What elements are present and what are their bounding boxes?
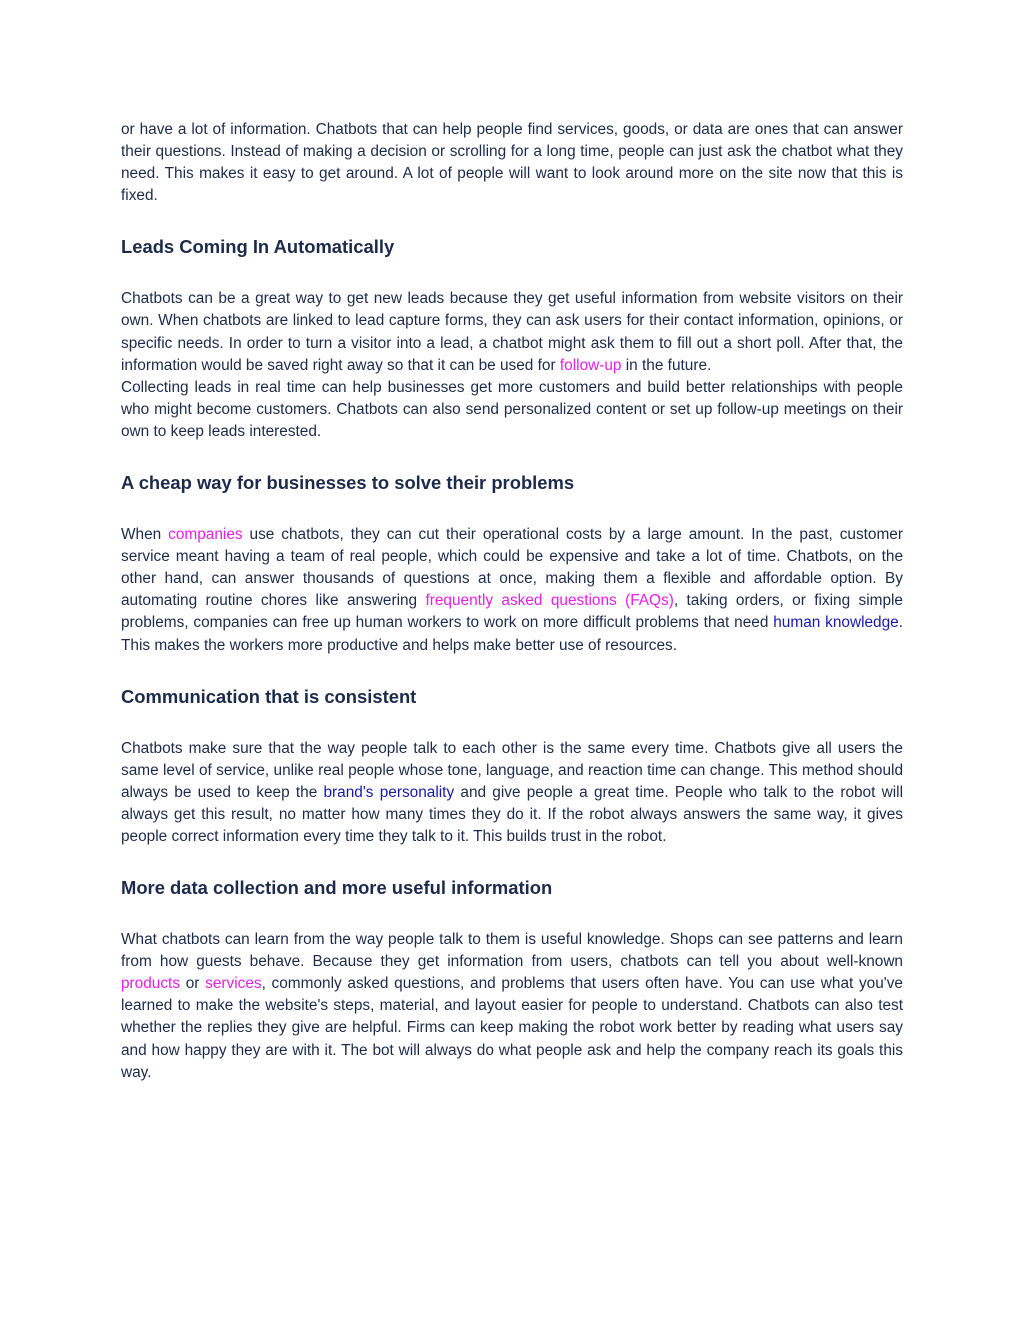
intro-paragraph: or have a lot of information. Chatbots that can help people find services, goods, or data are ones that can answer their questions. Instead of making a decision or scrolling for a long time, people can just ask the chatbot what they need. This makes it easy to get around. A lot of people will want to look around more on the site now that this is fixed. — [121, 121, 903, 205]
leads-paragraph-1 — [121, 288, 903, 376]
link-follow-up[interactable]: follow-up — [559, 356, 622, 374]
heading-cheap-way: A cheap way for businesses to solve their problems — [121, 472, 575, 494]
leads-text-a: Chatbots can be a great way to get new leads because they get useful information from website visitors on their own. When chatbots are linked to lead capture forms, they can ask users for their contact information, opinions, or specific needs. In order to turn a visitor into a lead, a chatbot might ask them to fill out a short poll. After that, the information would be saved right away so that it can be used for — [121, 290, 903, 374]
link-faqs[interactable]: frequently asked questions (FAQs) — [425, 592, 674, 610]
cheap-text-c: , taking orders, or fixing simple problems, companies can free up human workers to work on more difficult problems that need — [121, 592, 903, 632]
heading-consistent: Communication that is consistent — [121, 685, 417, 707]
data-text-c: , commonly asked questions, and problems that users often have. You can use what you've learned to make the website's steps, material, and layout easier for people to understand. Chatbots can also test whether the replies they give are helpful. Firms can keep making the robot work better by reading what users say and how happy they are with it. The bot will always do what people ask and help the company reach its goals this way. — [121, 975, 903, 1081]
data-collection-paragraph — [121, 929, 903, 1084]
leads-text-b: in the future. — [621, 356, 712, 374]
document-page — [121, 119, 903, 1084]
data-text-a: What chatbots can learn from the way people talk to them is useful knowledge. Shops can see patterns and learn from how guests behave. Because they get information from users, chatbots can tell you about well-known — [121, 931, 903, 971]
link-companies[interactable]: companies — [168, 526, 243, 544]
leads-paragraph-2: Collecting leads in real time can help businesses get more customers and build better relationships with people who might become customers. Chatbots can also send personalized content or set up follow-up meetings on their own to keep leads interested. — [121, 378, 903, 440]
consistent-text-a: Chatbots make sure that the way people talk to each other is the same every time. Chatbots give all users the same level of service, unlike real people whose tone, language, and reaction time can change. This method should always be used to keep the — [121, 739, 903, 801]
heading-data-collection: More data collection and more useful information — [121, 877, 553, 899]
cheap-text-a: When — [121, 526, 169, 544]
cheap-text-b: use chatbots, they can cut their operational costs by a large amount. In the past, customer service meant having a team of real people, which could be expensive and take a lot of time. Chatbots, on the other hand, can answer thousands of questions at once, making them a flexible and affordable option. By automating routine chores like answering — [121, 526, 903, 610]
link-brand-personality[interactable]: brand's personality — [323, 783, 455, 801]
link-products[interactable]: products — [121, 975, 181, 993]
cheap-text-d: . This makes the workers more productive and helps make better use of resources. — [121, 614, 904, 654]
data-text-b: or — [180, 975, 206, 993]
link-services[interactable]: services — [205, 975, 262, 993]
heading-leads: Leads Coming In Automatically — [121, 236, 395, 258]
consistent-text-b: and give people a great time. People who talk to the robot will always get this result, no matter how many times they do it. If the robot always answers the same way, it gives people correct information every time they talk to it. This builds trust in the robot. — [121, 783, 903, 845]
link-human-knowledge[interactable]: human knowledge — [773, 614, 899, 632]
consistent-paragraph — [121, 738, 903, 848]
cheap-paragraph — [121, 524, 903, 657]
